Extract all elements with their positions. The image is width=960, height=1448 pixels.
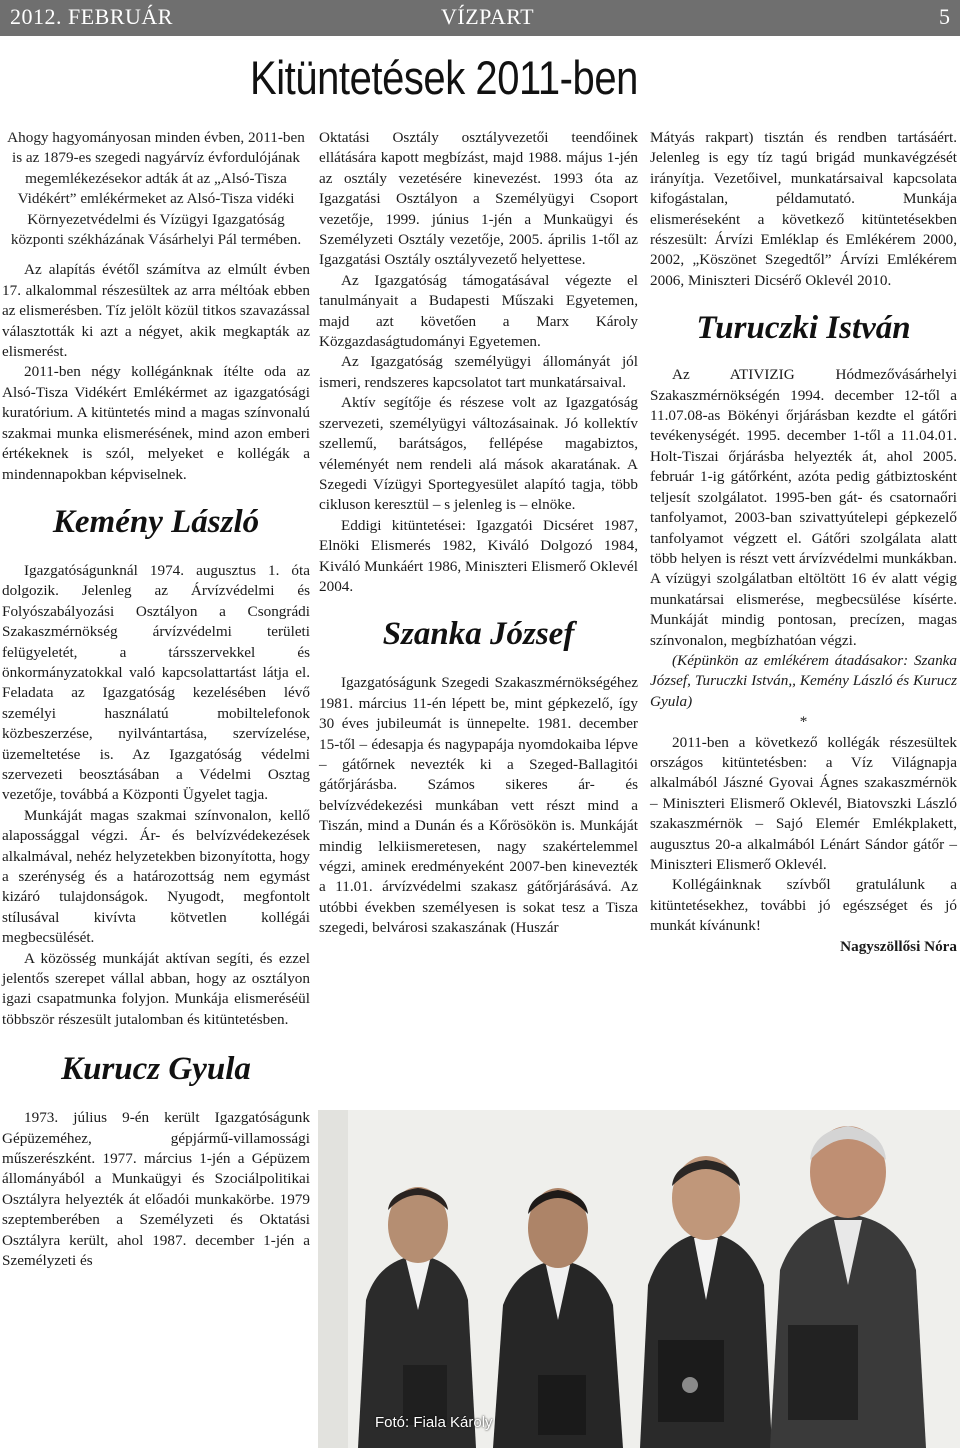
article-intro: Ahogy hagyományosan minden évben, 2011-ben is az 1879-es szegedi nagyárvíz évfordulójának megemlékezésekor adták át az „Alsó-Tisza Vidékért” emlékérmeket az Alsó-Tisza vidéki Környezetvédelmi és Vízügyi Igazgatóság központi székházának Vásárhelyi Pál termében.	[7, 129, 305, 249]
section-heading-kurucz: Kurucz Gyula	[61, 1051, 251, 1088]
award-photo-illustration	[318, 1110, 960, 1448]
paragraph: Mátyás rakpart) tisztán és rendben tartásáért. Jelenleg is egy tíz tagú brigád munkavégzését irányítja. Vezetőivel, munkatársaival kapcsolata kifogástalan, példamutató. Munkája elismeréseként a következő kitüntetésekben részesült: Árvízi Emléklap és Emlékérem 2000, 2002, „Köszönet Szegedtől” Árvízi Emlékérem 2006, Miniszteri Dicsérő Oklevél 2010.	[650, 129, 957, 289]
paragraph: Aktív segítője és részese volt az Igazgatóság szervezeti, személyügyi változásainak. Jó kollektív szellemű, barátságos, fellépése magabiztos, véleményét nem rendeli alá mások akaratának. A Szegedi Vízügyi Sportegyesület alapító tagja, több cikluson keresztül – s jelenleg is – elnöke.	[319, 394, 638, 514]
column-3	[650, 128, 957, 957]
photo-caption: (Képünkön az emlékérem átadásakor: Szanka József, Turuczki István,, Kemény László és Kurucz Gyula)	[650, 651, 957, 710]
photo-credit: Fotó: Fiala Károly	[375, 1414, 493, 1431]
paragraph: Igazgatóságunk Szegedi Szakaszmérnökségéhez 1981. március 11-én lépett be, mint gépkezelő, így 30 éves jubileumát is ünnepelte. 1981. december 15-től – édesapja és nagypapája nyomdokaiba lépve – gátőrnek nevezték ki a Szeged-Ballagitói gátőrjárásba. Számos sikeres ár- és belvízvédekezési munkában vett részt mind a Tiszán, mind a Dunán és a Kőrösökön is. Munkáját mindig lelkiismeretesen, nagy szakértelemmel végzi, aminek eredményeként 2007-ben kinevezték a 11.01. árvízvédelmi szakasz gátőrjárásává. Az utóbbi években személyesen is sokat tesz a Tisza szegedi, belvárosi szakaszának (Huszár	[319, 674, 638, 937]
column-1	[2, 128, 310, 1272]
separator-star: *	[799, 713, 808, 731]
paragraph: 2011-ben négy kollégánknak ítélte oda az Alsó-Tisza Vidékért Emlékérmet az igazgatósági kuratórium. A kitüntetés mind a magas színvonalú szakmai munka elismerésének, mind azon emberi értékeknek is szól, melyeket e kollégák a mindennapokban képviselnek.	[2, 363, 310, 483]
column-2	[319, 128, 638, 939]
paragraph: 1973. július 9-én került Igazgatóságunk Gépüzeméhez, gépjármű-villamossági műszerészként. 1977. március 1-jén a Gépüzem állományából a Munkaügyi és Szociálpolitikai Osztályra helyezték át előadói munkakörbe. 1979 szeptemberében a Személyzeti és Oktatási Osztályra került, ahol 1987. december 1-jén a Személyzeti és	[2, 1109, 310, 1270]
paragraph: Az Igazgatóság támogatásával végezte el tanulmányait a Budapesti Műszaki Egyetemen, majd azt követően a Marx Károly Közgazdaságtudományi Egyetemen.	[319, 271, 638, 351]
issue-date: 2012. FEBRUÁR	[10, 4, 173, 29]
section-heading-turuczki: Turuczki István	[696, 310, 911, 347]
paragraph: Munkáját magas szakmai színvonalon, kellő alapossággal végzi. Ár- és belvízvédekezések alkalmával, nehéz helyzetekben bizonyította, hogy a szerénység és a határozottság nem egymást kizáró tulajdonságok. Nyugodt, megfontolt stílusával kivívta kötvetlen kollégái megbecsülését.	[2, 806, 310, 947]
publication-name: VÍZPART	[441, 4, 535, 29]
author-signature: Nagyszöllősi Nóra	[840, 937, 957, 955]
section-heading-kemeny: Kemény László	[52, 503, 260, 540]
paragraph: Eddigi kitüntetései: Igazgatói Dicséret 1987, Elnöki Elismerés 1982, Kiváló Dolgozó 1984, Kiváló Munkáért 1986, Miniszteri Elismerő Oklevél 2004.	[319, 516, 638, 595]
paragraph: Kollégáinknak szívből gratulálunk a kitüntetésekhez, további jó egészséget és jó munkát kívánunk!	[650, 876, 957, 935]
page-number: 5	[939, 4, 950, 29]
paragraph: 2011-ben a következő kollégák részesültek országos kitüntetésben: a Víz Világnapja alkalmából Jászné Gyovai Ágnes szakaszmérnök – Miniszteri Elismerő Oklevél, Biatovszki László szakaszmérnök – Sajó Elemér Emlékplakett, augusztus 20-a alkalmából Lénárt Sándor gátőr – Miniszteri Elismerő Oklevél.	[650, 733, 957, 873]
paragraph: Az ATIVIZIG Hódmezővásárhelyi Szakaszmérnökségén 1994. december 12-től a 11.07.08-as Bökényi őrjárásban kezdte el gátőri tevékenységét. 1995. december 1-től a 11.04.01. Holt-Tiszai őrjárásba helyezték át, ahol 2005. február 1-ig gátőrként, azóta pedig gátbiztosként teljesít szolgálatot. 1995-ben gát- és csatornaőri tanfolyamot, 2003-ban szivattyútelepi gépkezelő tanfolyamot végzett el. Gátőri szolgálata alatt több helyen is részt vett árvízvédelmi munkákban. A vízügyi szolgálatban eltöltött 16 év alatt végig munkatársai elismerése, megbecsülése kísérte. Munkáját mindig pontosan, precízen, magas színvonalon, megbízhatóan végzi.	[650, 366, 957, 649]
award-photo	[318, 1110, 960, 1448]
paragraph: Oktatási Osztály osztályvezetői teendőinek ellátására kapott megbízást, majd 1988. május 1-jén az osztály vezetésére kinevezést. 1993 óta az Igazgatási Osztályon a Személyügyi Csoport vezetője, 1999. június 1-jén a Munkaügyi és Személyzeti Osztály vezetője, 2005. április 1-től az Igazgatási Osztály osztályvezető helyettese.	[319, 129, 638, 269]
page-header	[0, 0, 960, 36]
paragraph: Igazgatóságunknál 1974. augusztus 1. óta dolgozik. Jelenleg az Árvízvédelmi és Folyószabályozási Osztályon a Csongrádi Szakaszmérnökség árvízvédelmi területi felügyeletét, a társszervekkel és önkormányzatokkal való kapcsolattartást látja el. Feladata az Igazgatóság kezelésében lévő személyi használatú mobiltelefonok közbeszerzése, nyilvántartása, szervízelése, üzemeltetése is. Az Igazgatóság védelmi szervezeti beosztásában a Védelmi Osztag vezetője, továbbá a Központi Ügyelet tagja.	[2, 561, 310, 804]
section-heading-szanka: Szanka József	[382, 616, 575, 653]
paragraph: A közösség munkáját aktívan segíti, és ezzel jelentős szerepet vállal abban, hogy az osztályon igazi csapatmunka folyjon. Munkája elismeréséül többször részesült jutalomban és kitüntetésben.	[2, 949, 310, 1028]
article-headline: Kitüntetések 2011-ben	[250, 51, 638, 104]
paragraph: Az Igazgatóság személyügyi állományát jól ismeri, rendszeres kapcsolatot tart munkatársaival.	[319, 353, 638, 391]
paragraph: Az alapítás évétől számítva az elmúlt évben 17. alkalommal részesültek az arra méltóak ebben az elismerésben. Tíz jelölt közül titkos szavazással választották ki azt a négyet, akik megkapták az elismerést.	[2, 261, 311, 361]
